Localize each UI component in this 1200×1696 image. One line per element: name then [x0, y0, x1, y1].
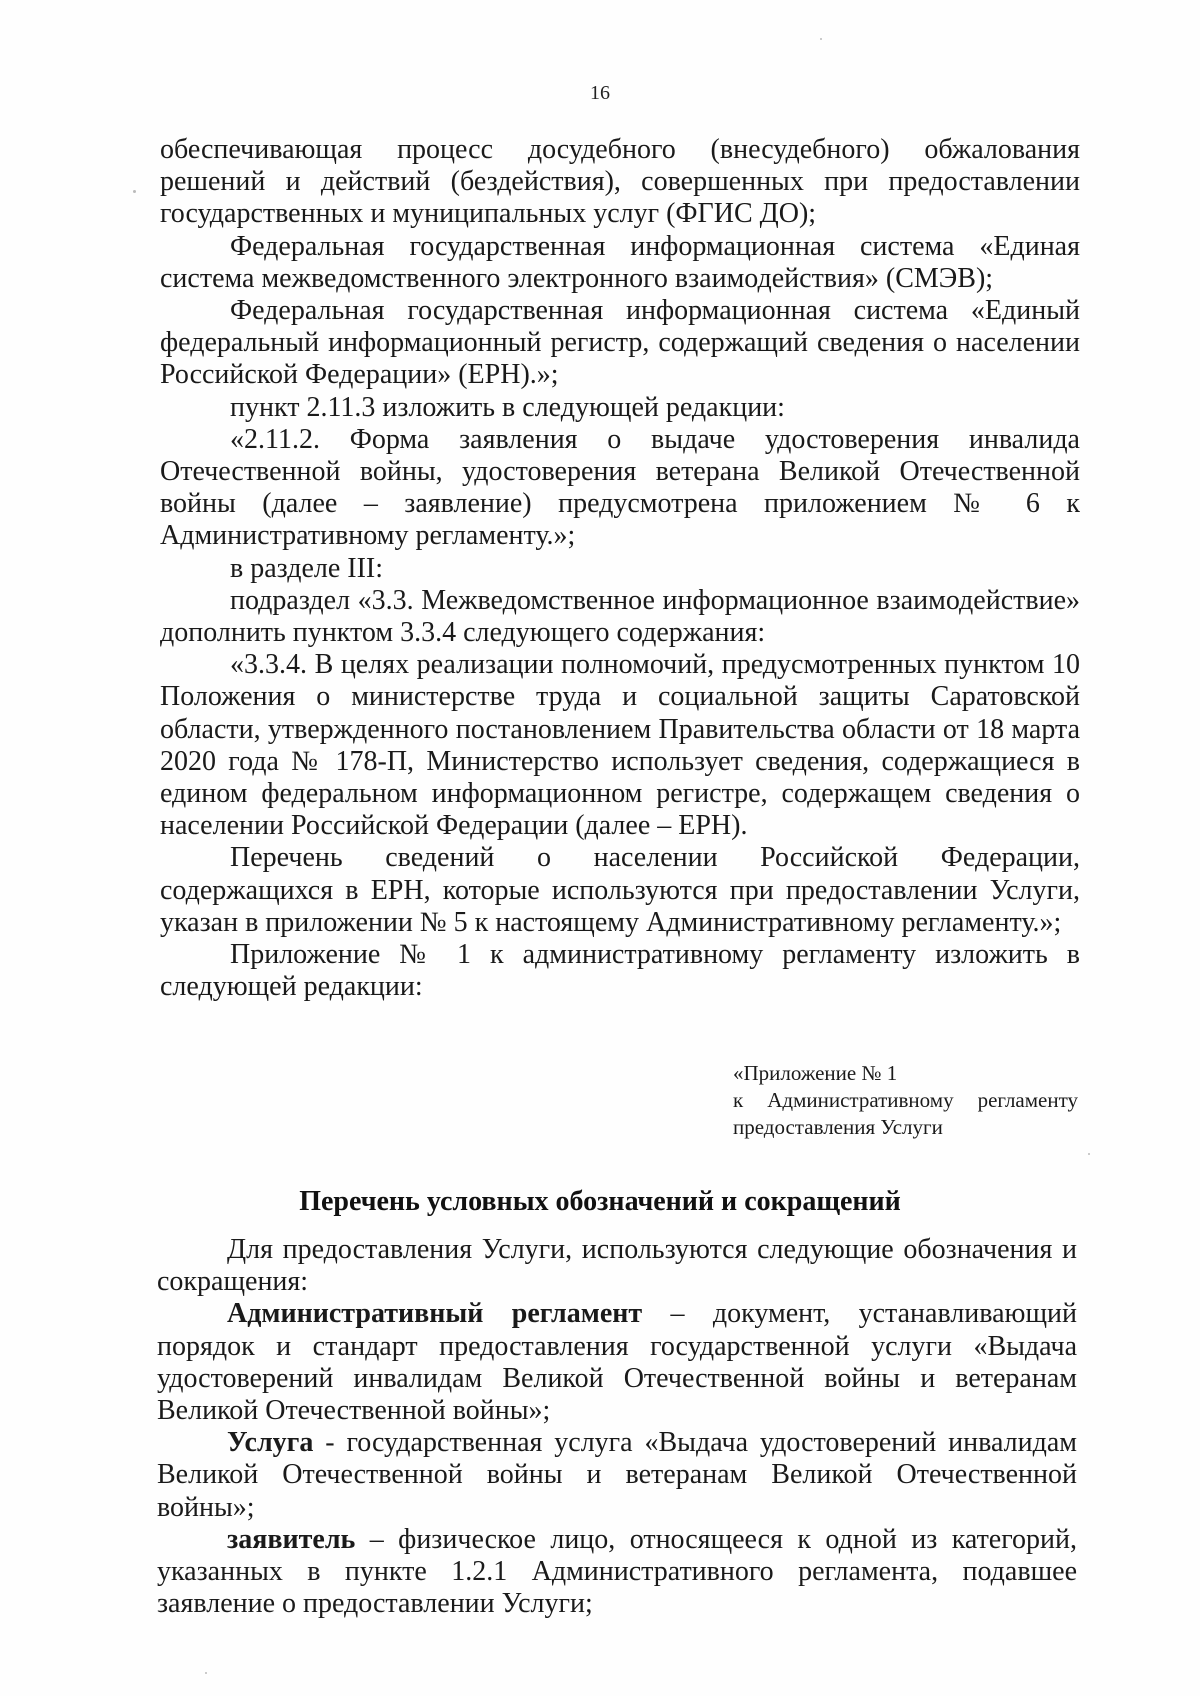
definition-text: – физическое лицо, относящееся к одной из категорий, указанных в пункте 1.2.1 Административного регламента, подавшее заявление о предоставлении Услуги; [157, 1523, 1077, 1620]
appendix-heading [733, 1060, 1078, 1141]
paragraph-smev: Федеральная государственная информационная система «Единая система межведомственного электронного взаимодействия» (СМЭВ); [160, 230, 1080, 294]
scan-speck [1088, 1153, 1090, 1155]
paragraph-item-2-11-3: пункт 2.11.3 изложить в следующей редакции: [230, 391, 785, 423]
paragraph-2-11-2: «2.11.2. Форма заявления о выдаче удостоверения инвалида Отечественной войны, удостоверения ветерана Великой Отечественной войны (далее – заявление) предусмотрена приложением № 6 к Административному регламенту.»; [160, 423, 1080, 552]
definition-item [157, 1427, 1077, 1524]
definition-item [157, 1524, 1077, 1621]
paragraph-appendix-1: Приложение № 1 к административному регламенту изложить в следующей редакции: [160, 939, 1080, 1003]
scan-speck [205, 1672, 207, 1674]
paragraph-section-3: в разделе III: [230, 552, 384, 584]
scan-speck [820, 38, 822, 40]
definitions-text [157, 1234, 1077, 1620]
paragraph-ern: Федеральная государственная информационная система «Единый федеральный информационный регистр, содержащий сведения о населении Российской Федерации» (ЕРН).»; [160, 295, 1080, 391]
appendix-line-1: «Приложение № 1 [733, 1061, 898, 1085]
definition-item [157, 1298, 1077, 1427]
definition-term: Административный регламент [227, 1298, 643, 1330]
paragraph-ern-list: Перечень сведений о населении Российской Федерации, содержащихся в ЕРН, которые используются при предоставлении Услуги, указан в приложении № 5 к настоящему Административному регламенту.»; [160, 842, 1080, 938]
definition-term: Услуга [227, 1427, 314, 1459]
definition-term: заявитель [227, 1523, 356, 1555]
scan-speck [133, 190, 136, 193]
body-text [160, 134, 1080, 1003]
definition-text: – документ, устанавливающий порядок и стандарт предоставления государственной услуги «Выдача удостоверений инвалидам Великой Отечественной войны и ветеранам Великой Отечественной войны»; [157, 1298, 1078, 1427]
definition-text: - государственная услуга «Выдача удостоверений инвалидам Великой Отечественной войны и ветеранам Великой Отечественной войны»; [157, 1427, 1077, 1523]
page-number: 16 [590, 82, 610, 104]
paragraph-subsection-3-3: подраздел «3.3. Межведомственное информационное взаимодействие» дополнить пунктом 3.3.4 следующего содержания: [160, 584, 1080, 649]
paragraph-3-3-4: «3.3.4. В целях реализации полномочий, предусмотренных пунктом 10 Положения о министерстве труда и социальной защиты Саратовской области, утвержденного постановлением Правительства области от 18 марта 2020 года № 178-П, Министерство использует сведения, содержащиеся в едином федеральном информационном регистре, содержащем сведения о населении Российской Федерации (далее – ЕРН). [160, 649, 1080, 842]
definitions-intro: Для предоставления Услуги, используются следующие обозначения и сокращения: [157, 1234, 1077, 1298]
paragraph-fgis-do: обеспечивающая процесс досудебного (внесудебного) обжалования решений и действий (бездействия), совершенных при предоставлении государственных и муниципальных услуг (ФГИС ДО); [160, 134, 1080, 230]
section-title: Перечень условных обозначений и сокращений [299, 1186, 901, 1217]
appendix-line-2: к Административному регламенту предоставления Услуги [733, 1088, 1078, 1139]
